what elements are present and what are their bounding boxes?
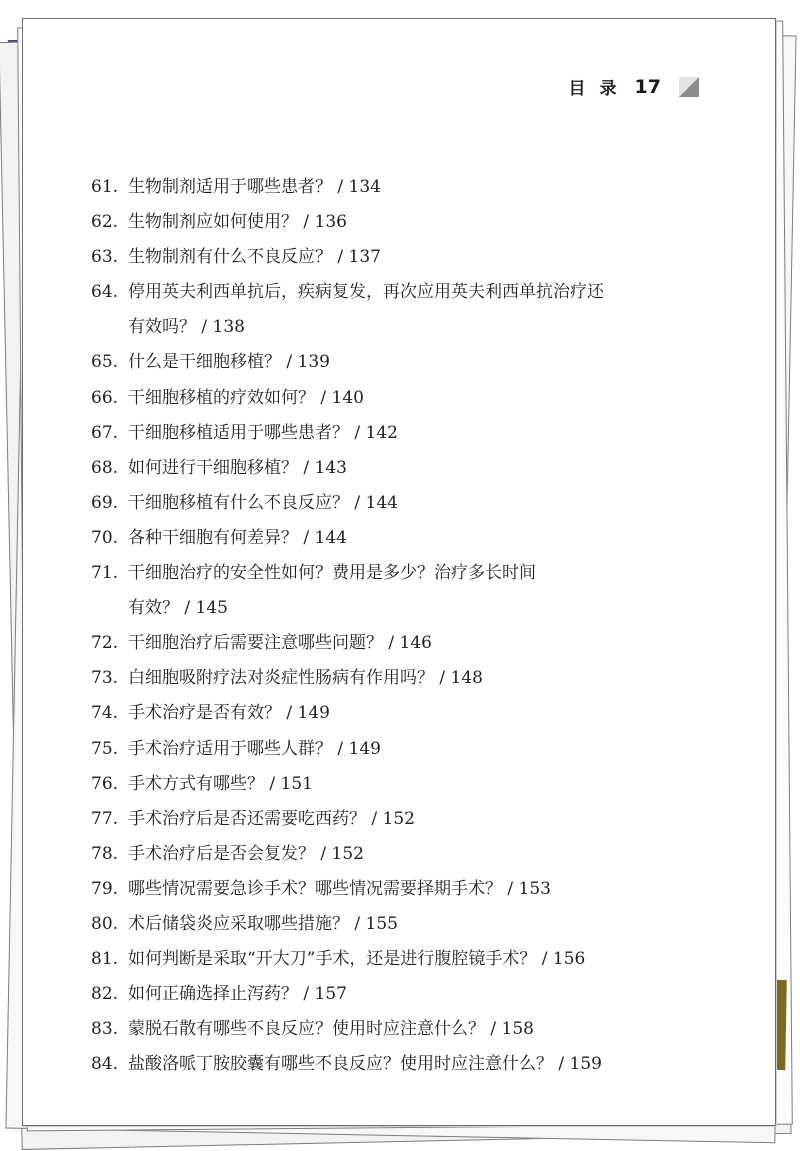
toc-entry-text: 干细胞治疗后需要注意哪些问题？ / 146 [128,633,432,654]
toc-entry-line [91,240,711,275]
toc-entry-text: 各种干细胞有何差异？ / 144 [128,527,347,548]
toc-entry-line [91,942,711,977]
toc-entry-number: 63. [91,247,119,268]
toc-entry-continuation: 有效吗？ / 138 [128,317,245,338]
toc-entry-line [91,275,711,310]
toc-entry-number: 80. [91,913,119,934]
toc-entry [91,1012,711,1047]
toc-entry-text: 哪些情况需要急诊手术？哪些情况需要择期手术？ / 153 [128,878,551,899]
toc-entry-number: 61. [91,177,119,197]
toc-entry-number: 62. [91,212,119,233]
toc-entry-line [91,767,711,802]
toc-entry-text: 手术治疗是否有效？ / 149 [128,703,330,724]
toc-entry-number: 64. [91,282,119,303]
toc-entry-number: 65. [91,352,119,373]
toc-entry-line [91,451,711,486]
toc-entry [91,486,711,521]
toc-entry-line [91,802,711,837]
toc-entry [91,345,711,380]
toc-entry-number: 74. [91,703,119,724]
toc-entry-line [91,521,711,556]
toc-entry-number: 84. [91,1054,119,1075]
toc-entry-line [91,661,711,696]
toc-entry-number: 78. [91,843,119,864]
toc-entry-continuation: 有效？ / 145 [128,598,228,619]
page-header [569,74,699,99]
toc-entry-text: 生物制剂适用于哪些患者？ / 134 [128,177,381,197]
toc-entry-number: 79. [91,878,119,899]
toc-entry-line [91,486,711,521]
toc-entry-text: 手术方式有哪些？ / 151 [128,773,313,794]
toc-entry-number: 82. [91,984,119,1005]
toc-entry [91,767,711,802]
toc-entry-text: 手术治疗适用于哪些人群？ / 149 [128,738,381,759]
toc-entry [91,696,711,731]
toc-entry-line [91,205,711,240]
toc-entry-line [91,381,711,416]
section-title: 目录 [568,79,631,99]
toc-entry-text: 生物制剂有什么不良反应？ / 137 [128,247,381,268]
toc-entry [91,802,711,837]
toc-page [22,18,776,1126]
toc-entry-line [91,416,711,451]
toc-entry-text: 干细胞移植适用于哪些患者？ / 142 [128,422,398,443]
toc-entry [91,205,711,240]
toc-entry [91,240,711,275]
toc-entry [91,977,711,1012]
toc-entry-number: 76. [91,773,119,794]
page-number: 17 [634,75,661,98]
toc-entry-line [91,907,711,942]
toc-entry-line [91,170,711,205]
toc-entry-number: 69. [91,492,119,513]
toc-entry-text: 蒙脱石散有哪些不良反应？使用时应注意什么？ / 158 [128,1019,534,1040]
back-page-edge [775,980,787,1070]
toc-entry-number: 67. [91,422,119,443]
toc-entry-text: 手术治疗后是否会复发？ / 152 [128,843,364,864]
toc-entry-number: 77. [91,808,119,829]
toc-entry-text: 干细胞移植有什么不良反应？ / 144 [128,492,398,513]
toc-entry [91,170,711,205]
toc-entry-number: 75. [91,738,119,759]
toc-entry-line [91,872,711,907]
toc-entry-text: 术后储袋炎应采取哪些措施？ / 155 [128,913,398,934]
toc-entry-line [91,1047,711,1082]
toc-entry [91,556,711,626]
toc-entry-line [91,556,711,591]
toc-list [91,170,711,1082]
toc-entry [91,732,711,767]
toc-entry [91,872,711,907]
toc-entry-number: 71. [91,563,119,584]
toc-entry-number: 81. [91,949,119,970]
toc-entry-line [91,345,711,380]
toc-entry-text: 如何进行干细胞移植？ / 143 [128,457,347,478]
toc-entry-number: 70. [91,527,119,548]
toc-entry [91,626,711,661]
toc-entry-text: 干细胞治疗的安全性如何？费用是多少？治疗多长时间 [128,563,536,584]
toc-entry [91,837,711,872]
toc-entry-text: 手术治疗后是否还需要吃西药？ / 152 [128,808,415,829]
toc-entry-number: 72. [91,633,119,654]
toc-entry-number: 83. [91,1019,119,1040]
toc-entry-text: 如何判断是采取“开大刀”手术，还是进行腹腔镜手术？ / 156 [128,949,586,970]
toc-entry-text: 生物制剂应如何使用？ / 136 [128,212,347,233]
toc-entry-text: 停用英夫利西单抗后，疾病复发，再次应用英夫利西单抗治疗还 [128,282,604,303]
toc-entry-line [91,837,711,872]
toc-entry [91,416,711,451]
toc-entry-text: 干细胞移植的疗效如何？ / 140 [128,387,364,408]
toc-entry-line [91,696,711,731]
toc-entry-line [91,977,711,1012]
toc-entry [91,907,711,942]
toc-entry-line [91,1012,711,1047]
toc-entry-line [91,626,711,661]
toc-entry-number: 68. [91,457,119,478]
toc-entry [91,521,711,556]
toc-entry-line [91,732,711,767]
toc-entry [91,275,711,345]
toc-entry-number: 73. [91,668,119,689]
toc-entry-text: 盐酸洛哌丁胺胶囊有哪些不良反应？使用时应注意什么？ / 159 [128,1054,602,1075]
toc-entry-text: 如何正确选择止泻药？ / 157 [128,984,347,1005]
toc-entry [91,381,711,416]
toc-entry [91,942,711,977]
toc-entry [91,451,711,486]
toc-entry-text: 白细胞吸附疗法对炎症性肠病有作用吗？ / 148 [128,668,483,689]
corner-mark-icon [679,77,699,97]
toc-entry [91,661,711,696]
toc-entry [91,1047,711,1082]
toc-entry-number: 66. [91,387,119,408]
toc-entry-text: 什么是干细胞移植？ / 139 [128,352,330,373]
